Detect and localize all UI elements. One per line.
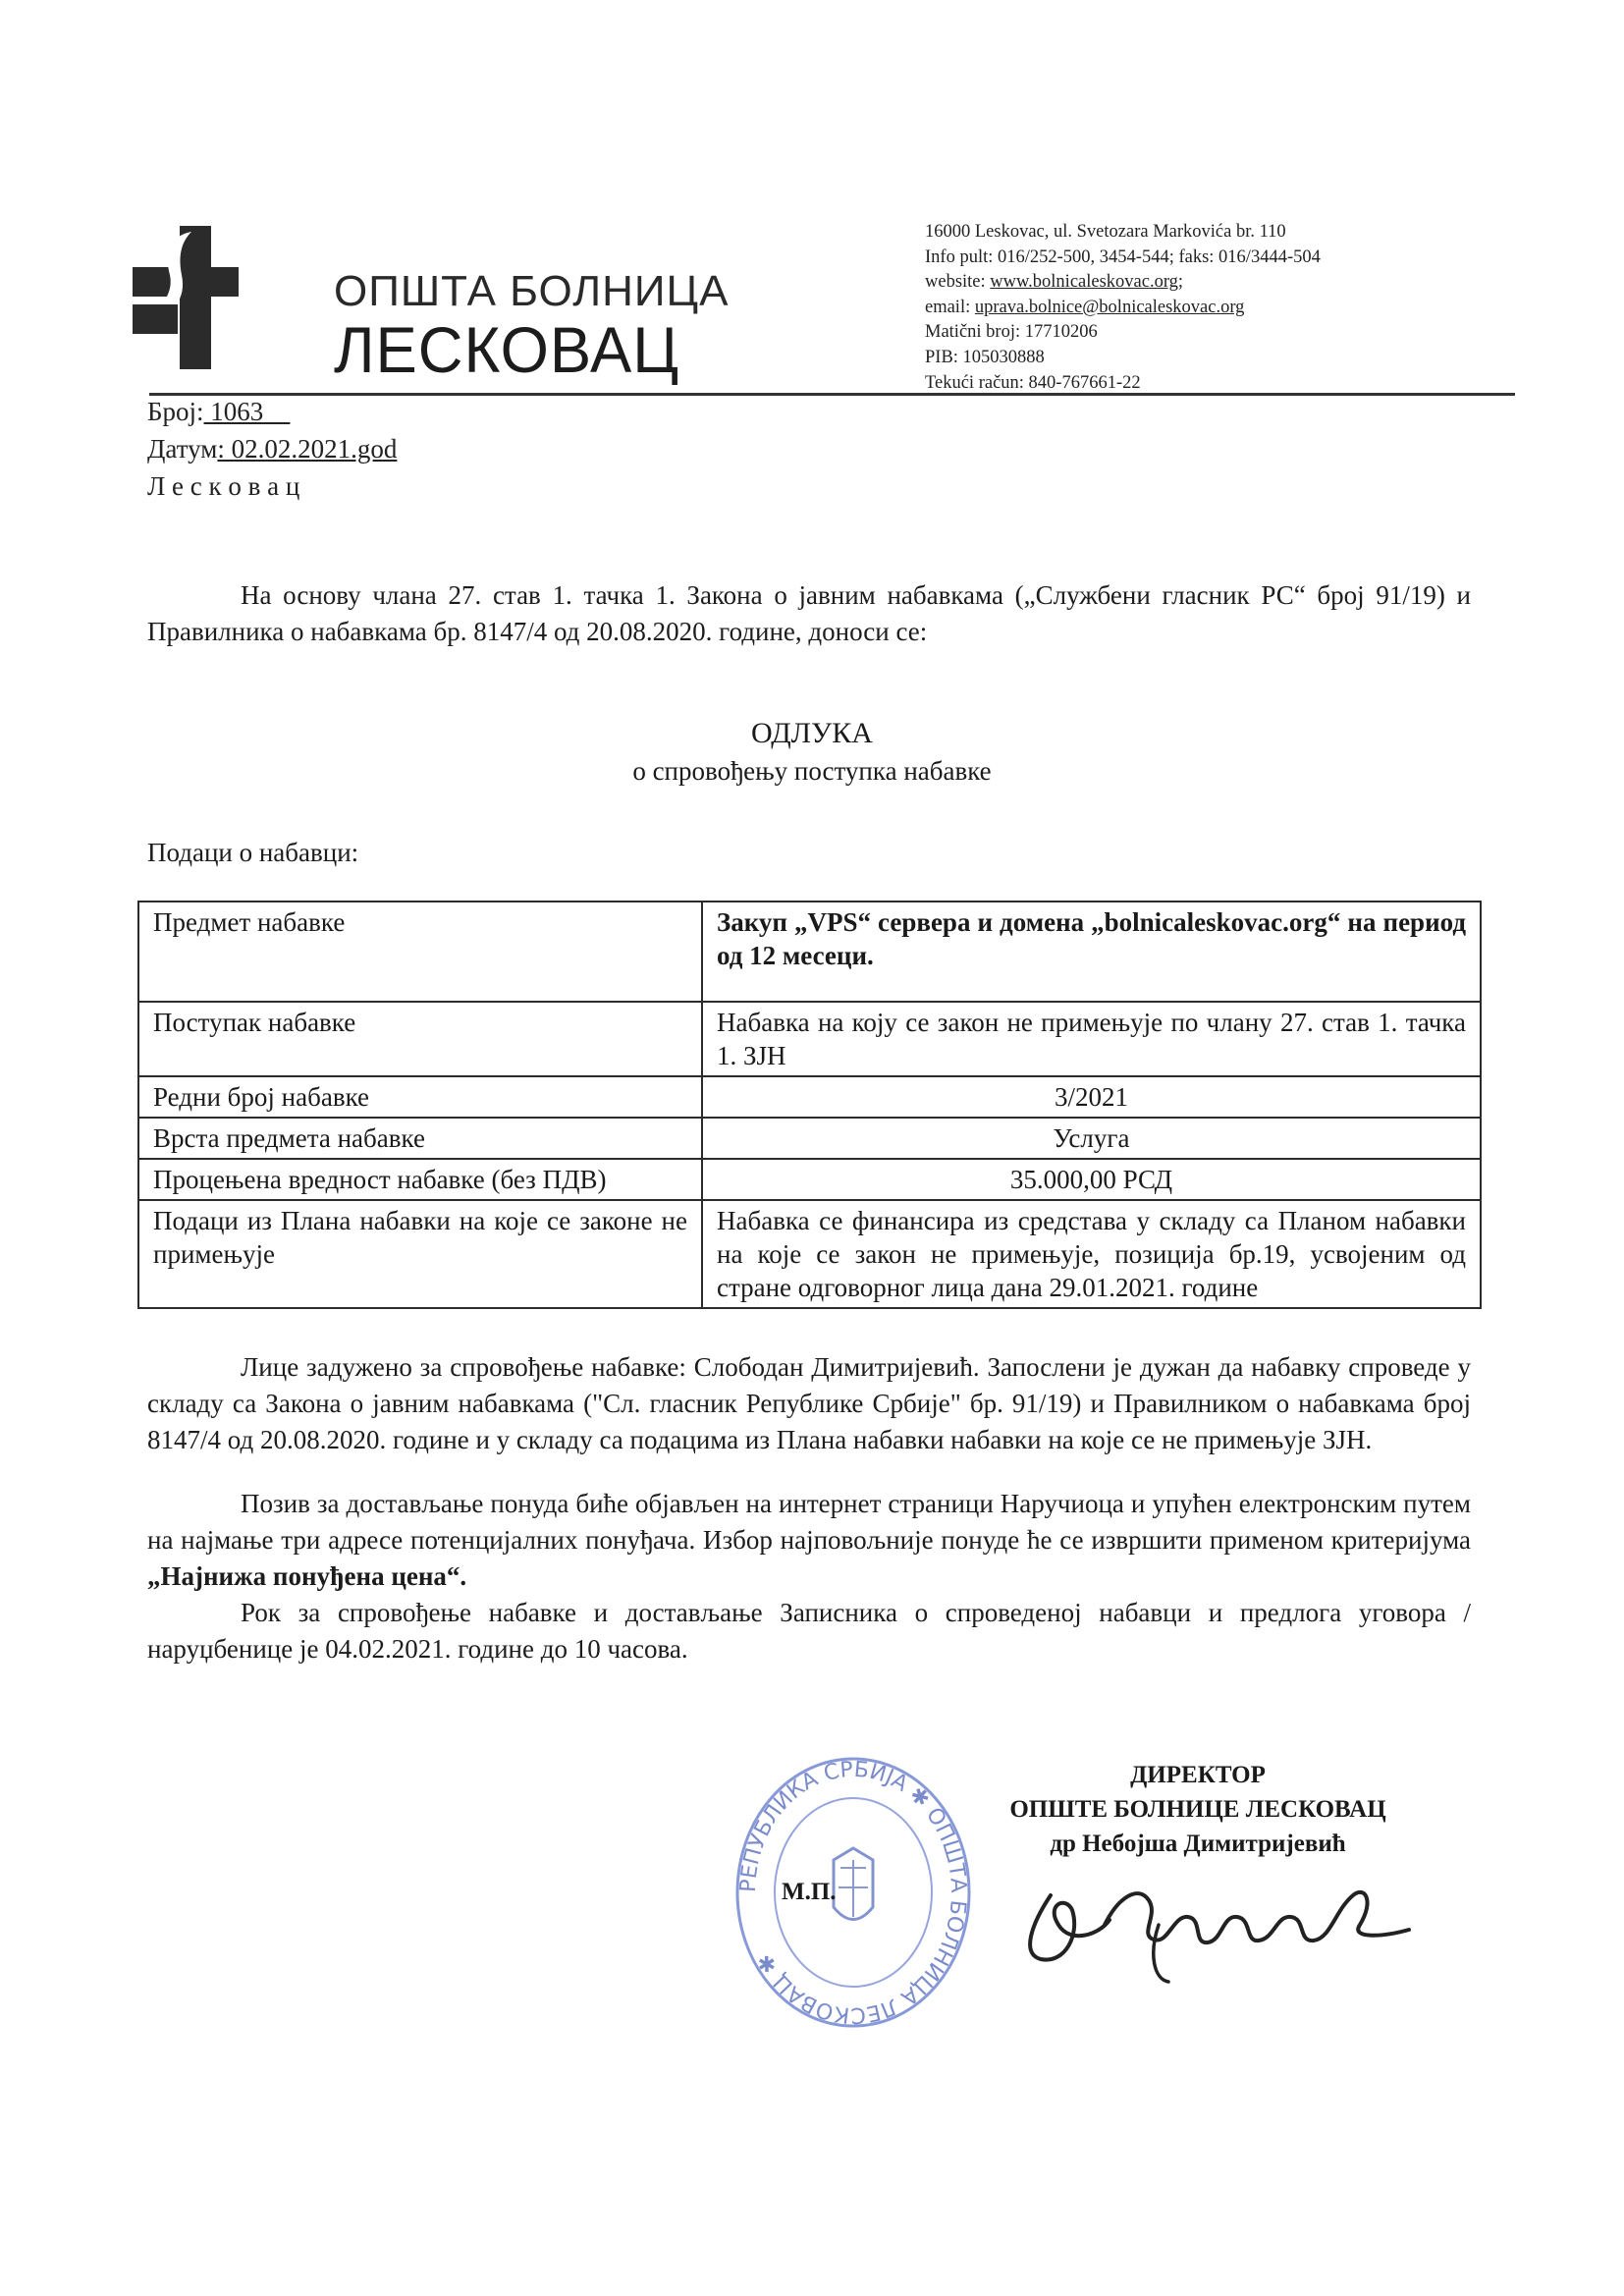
row-value: Набавка се финансира из средстава у складу са Планом набавки на које се закон не примењује, позиција бр.19, усвојеним од стране одговорног лица дана 29.01.2021. године: [702, 1200, 1481, 1308]
signatory-institution: ОПШТЕ БОЛНИЦЕ ЛЕСКОВАЦ: [1009, 1796, 1386, 1823]
hospital-cross-logo-icon: [131, 224, 241, 371]
table-row: [138, 1118, 1481, 1159]
body-paragraph-3: Рок за спровођење набавке и достављање Записника о спроведеној набавци и предлога уговора / наруџбенице је 04.02.2021. године до 10 часова.: [147, 1598, 1471, 1664]
signatory-name: др Небојша Димитријевић: [1050, 1831, 1346, 1857]
body-paragraph-2-text: Позив за достављање понуда биће објављен на интернет страници Наручиоца и упућен електронским путем на најмање три адресе потенцијалних понуђача. Избор најповољније понуде ће се извршити применом критеријума: [147, 1489, 1471, 1555]
row-label: Предмет набавке: [138, 902, 702, 1002]
website-line: [925, 270, 1321, 296]
hospital-name-line2: ЛЕСКОВАЦ: [334, 313, 680, 386]
datum-label: Датум: [147, 434, 218, 464]
body-paragraph-2: [147, 1486, 1471, 1595]
broj-label: Број:: [147, 397, 204, 426]
handwritten-signature: [1011, 1856, 1424, 1984]
row-value: Закуп „VPS“ сервера и домена „bolnicaleskovac.org“ на период од 12 месеци.: [702, 902, 1481, 1002]
decision-title: ОДЛУКА: [751, 717, 873, 749]
table-row: [138, 1076, 1481, 1118]
registration-number: Matični broj: 17710206: [925, 322, 1098, 343]
row-label: Врста предмета набавке: [138, 1118, 702, 1159]
selection-criterion: „Најнижа понуђена цена“.: [147, 1561, 467, 1591]
stamp-place-label: М.П.: [782, 1879, 837, 1905]
address: 16000 Leskovac, ul. Svetozara Markovića br. 110: [925, 222, 1286, 242]
hospital-name-line1: ОПШТА БОЛНИЦА: [334, 267, 730, 315]
website-suffix: ;: [1177, 272, 1184, 293]
official-stamp: [731, 1750, 976, 2035]
reference-number: [147, 397, 290, 427]
procurement-table: [137, 901, 1482, 1309]
decision-subtitle: о спровођењу поступка набавке: [632, 756, 992, 786]
row-value: 35.000,00 РСД: [702, 1159, 1481, 1200]
contact-block: [925, 220, 1321, 396]
email-line: [925, 296, 1321, 321]
reference-date: [147, 434, 397, 465]
stamp-text: РЕПУБЛИКА СРБИЈА ✱ ОПШТА БОЛНИЦА ЛЕСКОВАЦ ✱: [735, 1757, 971, 2028]
row-label: Процењена вредност набавке (без ПДВ): [138, 1159, 702, 1200]
table-row: [138, 1159, 1481, 1200]
reference-city: Л е с к о в а ц: [147, 471, 300, 501]
table-row: [138, 902, 1481, 1002]
datum-value: : 02.02.2021.god: [217, 434, 398, 464]
body-paragraph-1: Лице задужено за спровођење набавке: Слободан Димитријевић. Запослени је дужан да набавку спроведе у складу са Закона о јавним набавкама ("Сл. гласник Републике Србије" бр. 91/19) и Правилником о набавкама број 8147/4 од 20.08.2020. године и у складу са подацима из Плана набавки набавки на које се не примењује ЗЈН.: [147, 1352, 1471, 1454]
website-label: website:: [925, 272, 991, 293]
table-row: [138, 1200, 1481, 1308]
website-link[interactable]: www.bolnicaleskovac.org: [990, 272, 1178, 293]
header-divider: [149, 393, 1515, 396]
row-label: Поступак набавке: [138, 1002, 702, 1076]
info-phones: Info pult: 016/252-500, 3454-544; faks: 016/3444-504: [925, 246, 1321, 267]
bank-account: Tekući račun: 840-767661-22: [925, 372, 1141, 393]
row-value: 3/2021: [702, 1076, 1481, 1118]
data-heading: Подаци о набавци:: [147, 838, 359, 867]
table-row: [138, 1002, 1481, 1076]
row-value: Услуга: [702, 1118, 1481, 1159]
signatory-title: ДИРЕКТОР: [1130, 1762, 1266, 1788]
row-label: Редни број набавке: [138, 1076, 702, 1118]
row-label: Подаци из Плана набавки на које се законе не примењује: [138, 1200, 702, 1308]
tax-id: PIB: 105030888: [925, 347, 1045, 367]
broj-value: 1063__: [203, 397, 291, 426]
email-label: email:: [925, 297, 975, 317]
intro-paragraph: На основу члана 27. став 1. тачка 1. Закона о јавним набавкама („Службени гласник РС“ број 91/19) и Правилника о набавкама бр. 8147/4 од 20.08.2020. године, доноси се:: [147, 580, 1471, 646]
row-value: Набавка на коју се закон не примењује по члану 27. став 1. тачка 1. ЗЈН: [702, 1002, 1481, 1076]
email-link[interactable]: uprava.bolnice@bolnicaleskovac.org: [974, 297, 1245, 317]
